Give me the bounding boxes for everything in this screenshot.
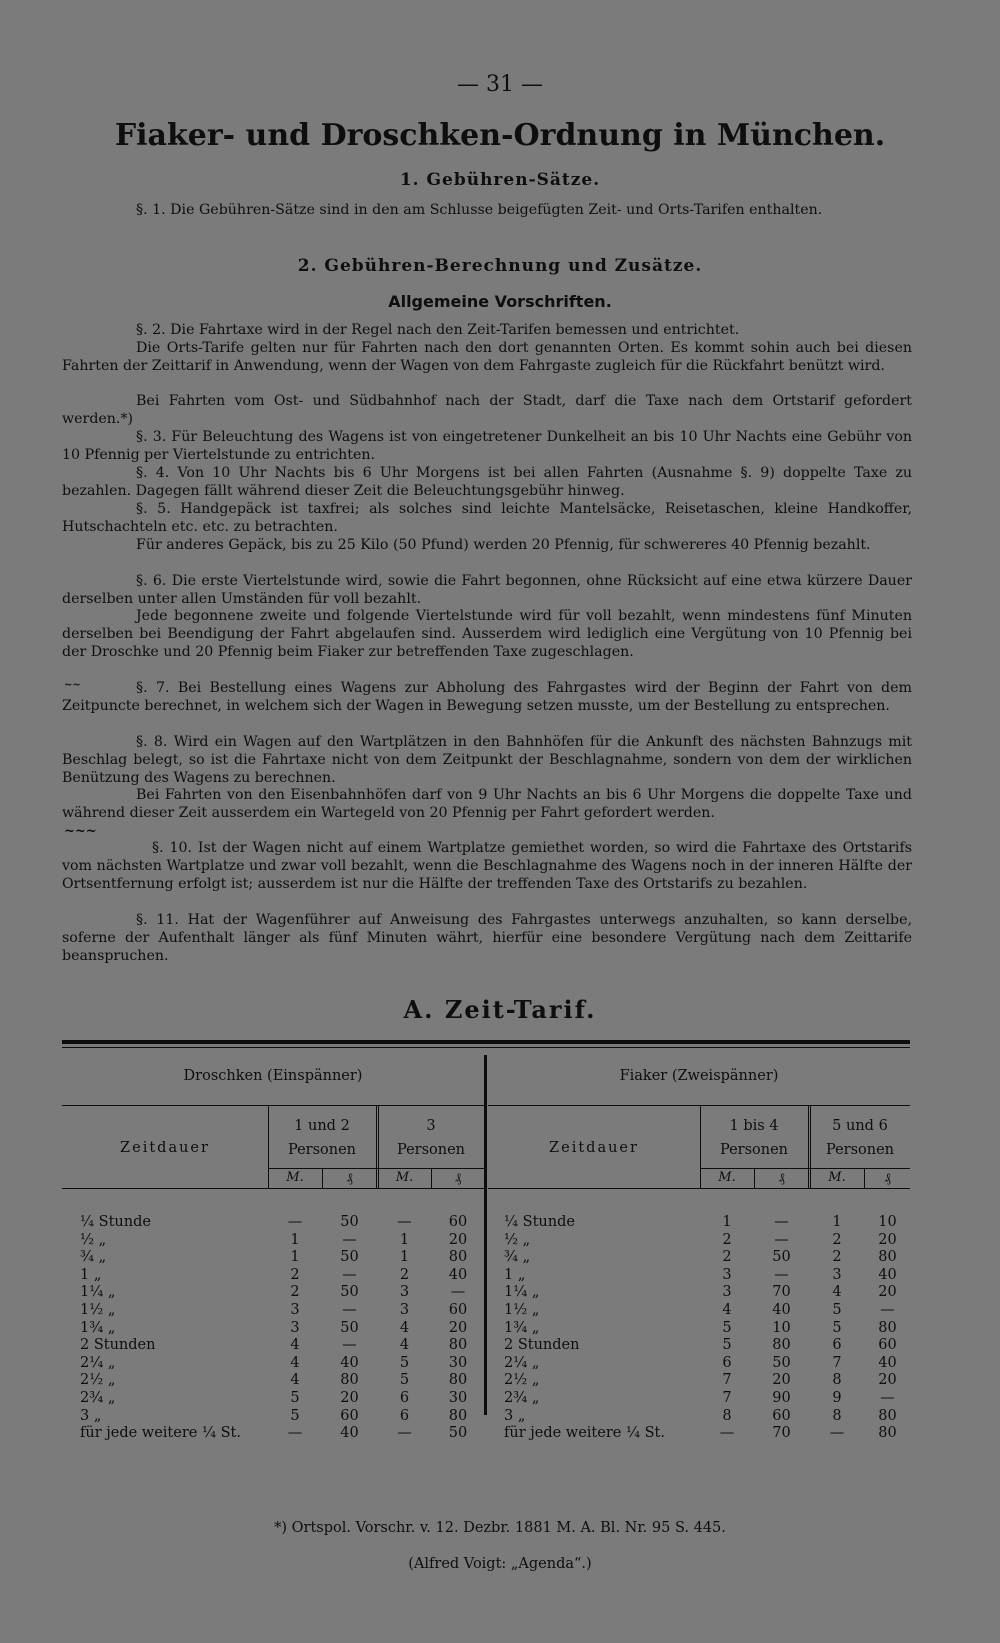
price-cell: 5 — [290, 1390, 300, 1406]
price-cell: 7 — [832, 1354, 842, 1371]
duration-cell: 1¾ „ — [80, 1319, 116, 1336]
col-header-5und6: 5 und 6 — [832, 1118, 888, 1134]
table-rule — [488, 1188, 910, 1189]
price-cell: 2 — [832, 1231, 842, 1248]
price-cell: 60 — [448, 1214, 468, 1230]
price-cell: 4 — [399, 1337, 410, 1354]
price-cell: 60 — [340, 1407, 359, 1424]
price-cell: 20 — [448, 1319, 468, 1336]
duration-cell: 1 „ — [504, 1266, 526, 1283]
price-cell: — — [342, 1231, 357, 1248]
price-cell: 50 — [340, 1284, 359, 1301]
price-cell: 30 — [448, 1354, 468, 1371]
price-cell: 5 — [722, 1337, 732, 1354]
duration-cell: ¼ Stunde — [80, 1214, 151, 1230]
zeitdauer-header-left: Zeitdauer — [120, 1140, 210, 1156]
price-cell: 8 — [722, 1407, 732, 1424]
price-cell: 8 — [832, 1407, 842, 1424]
col-header-1und2: 1 und 2 — [294, 1118, 350, 1134]
price-cell: 3 — [290, 1319, 300, 1336]
price-cell: — — [342, 1266, 357, 1283]
price-cell: 4 — [722, 1302, 732, 1318]
price-cell: 10 — [878, 1214, 897, 1230]
table-rule — [62, 1188, 484, 1189]
table-rule — [488, 1105, 910, 1106]
price-cell: — — [450, 1284, 466, 1301]
paragraph-7: §. 5. Handgepäck ist taxfrei; als solches sind leichte Mantelsäcke, Reisetaschen, kleine Handkoffer, Hutschachteln etc. etc. zu betrachten. — [62, 501, 912, 535]
paragraph-5: §. 3. Für Beleuchtung des Wagens ist von eingetretener Dunkelheit an bis 10 Uhr Nachts eine Gebühr von 10 Pfennig per Viertelstunde zu entrichten. — [62, 429, 912, 463]
duration-cell: 1¾ „ — [504, 1319, 540, 1336]
price-cell: 1 — [832, 1214, 842, 1230]
paragraph-10: Jede begonnene zweite und folgende Viertelstunde wird für voll bezahlt, wenn mindestens fünf Minuten derselben bei Beendigung der Fahrt abgelaufen sind. Ausserdem wird lediglich eine Vergütung von 10 Pfennig bei der Droschke und 20 Pfennig beim Fiaker zur betreffenden Taxe zugeschlagen. — [62, 608, 912, 660]
col-header-1bis4: 1 bis 4 — [729, 1118, 779, 1134]
price-cell: 40 — [878, 1266, 897, 1283]
table-rule — [700, 1168, 910, 1169]
duration-cell: 2 Stunden — [504, 1337, 580, 1354]
duration-cell: 1¼ „ — [80, 1284, 116, 1301]
price-cell: — — [880, 1390, 895, 1406]
price-cell: — — [342, 1302, 357, 1318]
paragraph-8: Für anderes Gepäck, bis zu 25 Kilo (50 Pfund) werden 20 Pfennig, für schwereres 40 Pfennig bezahlt. — [136, 537, 871, 553]
col-header-personen: Personen — [719, 1142, 789, 1158]
zeitdauer-header-right: Zeitdauer — [549, 1140, 639, 1156]
price-cell: 20 — [878, 1284, 897, 1301]
duration-cell: 2¾ „ — [80, 1390, 116, 1406]
margin-mark: ~~~ — [64, 824, 97, 839]
duration-cell: 2½ „ — [80, 1372, 116, 1389]
price-cell: 20 — [772, 1372, 791, 1389]
duration-cell: 3 „ — [80, 1407, 102, 1424]
price-cell: 6 — [832, 1337, 842, 1354]
price-cell: 80 — [340, 1372, 359, 1389]
price-cell: 3 — [290, 1302, 300, 1318]
paragraph-15: §. 11. Hat der Wagenführer auf Anweisung des Fahrgastes unterwegs anzuhalten, so kann derselbe, soferne der Aufenthalt länger als fünf Minuten währt, hierfür eine besondere Vergütung nach dem Zeittarife beanspruchen. — [62, 912, 912, 964]
right-group-header: Fiaker (Zweispänner) — [619, 1068, 779, 1084]
price-cell: 20 — [448, 1231, 468, 1248]
subsection-heading: Allgemeine Vorschriften. — [388, 292, 612, 311]
price-cell: 80 — [878, 1249, 897, 1266]
price-cell: 80 — [772, 1337, 791, 1354]
duration-cell: 2¼ „ — [80, 1354, 116, 1371]
paragraph-13: Bei Fahrten von den Eisenbahnhöfen darf von 9 Uhr Nachts an bis 6 Uhr Morgens die doppelte Taxe und während dieser Zeit ausserdem ein Wartegeld von 20 Pfennig per Fahrt gefordert werden. — [62, 787, 912, 821]
price-cell: — — [287, 1425, 303, 1442]
footnote: *) Ortspol. Vorschr. v. 12. Dezbr. 1881 M. A. Bl. Nr. 95 S. 445. — [274, 1520, 726, 1536]
duration-cell: ¼ Stunde — [504, 1214, 575, 1230]
price-cell: 50 — [772, 1354, 791, 1371]
col-header-personen: Personen — [825, 1142, 895, 1158]
price-cell: 70 — [772, 1284, 791, 1301]
price-cell: 80 — [448, 1337, 468, 1354]
table-divider — [808, 1105, 809, 1188]
price-cell: 60 — [878, 1337, 897, 1354]
price-cell: — — [774, 1214, 789, 1230]
table-center-divider — [486, 1055, 487, 1415]
unit-pf: ₰ — [346, 1171, 353, 1186]
paragraph-4: Bei Fahrten vom Ost- und Südbahnhof nach der Stadt, darf die Taxe nach dem Ortstarif gefordert werden.*) — [62, 393, 912, 427]
price-cell: 40 — [340, 1354, 359, 1371]
price-cell: 50 — [340, 1249, 359, 1266]
price-cell: 1 — [399, 1231, 410, 1248]
duration-cell: 3 „ — [504, 1407, 526, 1424]
section-heading-2: 2. Gebühren-Berechnung und Zusätze. — [297, 256, 703, 276]
duration-cell: 1¼ „ — [504, 1284, 540, 1301]
price-cell: 80 — [448, 1407, 468, 1424]
paragraph-11: §. 7. Bei Bestellung eines Wagens zur Abholung des Fahrgastes wird der Beginn der Fahrt von dem Zeitpuncte berechnet, in welchem sich der Wagen in Bewegung setzen musste, um der Bestellung zu entsprechen. — [62, 680, 912, 714]
duration-cell: 1½ „ — [80, 1302, 116, 1318]
price-cell: 30 — [448, 1390, 468, 1406]
price-cell: 60 — [448, 1302, 468, 1318]
price-cell: 3 — [832, 1266, 842, 1283]
price-cell: 2 — [290, 1284, 300, 1301]
price-cell: 3 — [399, 1284, 410, 1301]
price-cell: 5 — [399, 1372, 410, 1389]
table-rule — [268, 1168, 484, 1169]
price-cell: 50 — [448, 1425, 468, 1442]
unit-pf: ₰ — [778, 1171, 785, 1186]
duration-cell: für jede weitere ¼ St. — [504, 1425, 665, 1442]
price-cell: 40 — [878, 1354, 897, 1371]
price-cell: 50 — [340, 1319, 359, 1336]
duration-cell: 1 „ — [80, 1266, 102, 1283]
price-cell: 4 — [832, 1284, 842, 1301]
unit-pf: ₰ — [454, 1171, 462, 1186]
price-cell: 5 — [290, 1407, 300, 1424]
price-cell: — — [397, 1214, 412, 1230]
price-cell: — — [774, 1231, 789, 1248]
price-cell: — — [829, 1425, 845, 1442]
price-cell: 60 — [772, 1407, 791, 1424]
duration-cell: 2¾ „ — [504, 1390, 540, 1406]
price-cell: 2 — [722, 1249, 732, 1266]
section-heading-1: 1. Gebühren-Sätze. — [399, 170, 601, 190]
paragraph-1: §. 1. Die Gebühren-Sätze sind in den am Schlusse beigefügten Zeit- und Orts-Tarifen enthalten. — [136, 202, 823, 218]
price-cell: 1 — [399, 1249, 410, 1266]
price-cell: 90 — [772, 1390, 791, 1406]
price-cell: 9 — [832, 1390, 842, 1406]
price-cell: 7 — [722, 1372, 732, 1389]
price-cell: 50 — [340, 1214, 359, 1230]
price-cell: 5 — [399, 1354, 410, 1371]
left-group-header: Droschken (Einspänner) — [183, 1068, 363, 1084]
price-cell: — — [397, 1425, 412, 1442]
price-cell: 3 — [399, 1302, 410, 1318]
paragraph-3: Die Orts-Tarife gelten nur für Fahrten nach den dort genannten Orten. Es kommt sohin auch bei diesen Fahrten der Zeittarif in Anwendung, wenn der Wagen von dem Fahrgaste zugleich für die Rückfahrt benützt wird. — [62, 340, 912, 374]
price-cell: 20 — [878, 1372, 897, 1389]
price-cell: 2 — [722, 1231, 732, 1248]
price-cell: 3 — [722, 1284, 732, 1301]
duration-cell: ½ „ — [80, 1231, 107, 1248]
duration-cell: 2½ „ — [504, 1372, 540, 1389]
table-top-rule — [62, 1040, 910, 1044]
price-cell: 6 — [399, 1390, 410, 1406]
price-cell: 5 — [722, 1319, 732, 1336]
price-cell: 70 — [772, 1425, 791, 1442]
unit-mark: M. — [395, 1170, 414, 1185]
paragraph-2: §. 2. Die Fahrtaxe wird in der Regel nach den Zeit-Tarifen bemessen und entrichtet. — [136, 322, 740, 338]
price-cell: 4 — [290, 1354, 300, 1371]
price-cell: 2 — [832, 1249, 842, 1266]
table-top-rule-thin — [62, 1047, 910, 1048]
price-cell: 20 — [340, 1390, 359, 1406]
price-cell: 1 — [722, 1214, 732, 1230]
unit-mark: M. — [718, 1170, 736, 1185]
paragraph-14: §. 10. Ist der Wagen nicht auf einem Wartplatze gemiethet worden, so wird die Fahrtaxe des Ortstarifs vom nächsten Wartplatze und zwar voll bezahlt, wenn die Beschlagnahme des Wagens noch in der inneren Hälfte der Ortsentfernung erfolgt ist; ausserdem ist nur die Hälfte der treffenden Taxe des Ortstarifs zu bezahlen. — [62, 840, 912, 892]
price-cell: — — [342, 1337, 357, 1354]
price-cell: 1 — [290, 1231, 300, 1248]
duration-cell: für jede weitere ¼ St. — [80, 1425, 241, 1442]
price-cell: 2 — [290, 1266, 300, 1283]
price-cell: 4 — [399, 1319, 410, 1336]
col-header-personen: Personen — [287, 1142, 357, 1158]
paragraph-9: §. 6. Die erste Viertelstunde wird, sowie die Fahrt begonnen, ohne Rücksicht auf eine etwa kürzere Dauer derselben unter allen Umständen für voll bezahlt. — [62, 573, 912, 607]
price-cell: 1 — [290, 1249, 300, 1266]
tarif-title: A. Zeit-Tarif. — [403, 995, 597, 1024]
price-cell: 4 — [290, 1372, 300, 1389]
paragraph-12: §. 8. Wird ein Wagen auf den Wartplätzen in den Bahnhöfen für die Ankunft des nächsten Bahnzugs mit Beschlag belegt, so ist die Fahrtaxe nicht von dem Zeitpunkt der Beschlagnahme, sondern von dem der wirklichen Benützung des Wagens zu berechnen. — [62, 734, 912, 786]
duration-cell: 2¼ „ — [504, 1354, 540, 1371]
price-cell: 50 — [772, 1249, 791, 1266]
price-cell: — — [774, 1266, 789, 1283]
table-rule — [62, 1105, 484, 1106]
source-credit: (Alfred Voigt: „Agenda“.) — [408, 1556, 592, 1572]
duration-cell: 1½ „ — [504, 1302, 540, 1318]
price-cell: 5 — [832, 1319, 842, 1336]
price-cell: — — [719, 1425, 735, 1442]
price-cell: 8 — [832, 1372, 842, 1389]
price-cell: 80 — [878, 1425, 897, 1442]
price-cell: 7 — [722, 1390, 732, 1406]
price-cell: — — [880, 1302, 895, 1318]
price-cell: 40 — [448, 1266, 468, 1283]
table-divider — [376, 1105, 377, 1188]
unit-mark: M. — [286, 1170, 304, 1185]
price-cell: 5 — [832, 1302, 842, 1318]
col-header-3: 3 — [426, 1118, 436, 1134]
price-cell: 6 — [722, 1354, 732, 1371]
duration-cell: ½ „ — [504, 1231, 531, 1248]
page-title: Fiaker- und Droschken-Ordnung in München. — [114, 118, 886, 153]
unit-mark: M. — [828, 1170, 846, 1185]
price-cell: — — [287, 1214, 303, 1230]
unit-pf: ₰ — [884, 1171, 891, 1186]
price-cell: 6 — [399, 1407, 410, 1424]
paragraph-6: §. 4. Von 10 Uhr Nachts bis 6 Uhr Morgens ist bei allen Fahrten (Ausnahme §. 9) doppelte Taxe zu bezahlen. Dagegen fällt während dieser Zeit die Beleuchtungsgebühr hinweg. — [62, 465, 912, 499]
price-cell: 80 — [878, 1319, 897, 1336]
duration-cell: 2 Stunden — [80, 1337, 156, 1354]
col-header-personen: Personen — [396, 1142, 466, 1158]
price-cell: 80 — [448, 1372, 468, 1389]
price-cell: 4 — [290, 1337, 300, 1354]
price-cell: 2 — [399, 1266, 410, 1283]
price-cell: 10 — [772, 1319, 791, 1336]
price-cell: 80 — [448, 1249, 468, 1266]
page-number: — 31 — — [457, 72, 543, 97]
price-cell: 40 — [340, 1425, 359, 1442]
duration-cell: ¾ „ — [80, 1249, 107, 1266]
margin-mark: ~~ — [64, 680, 81, 691]
price-cell: 20 — [878, 1231, 897, 1248]
duration-cell: ¾ „ — [504, 1249, 531, 1266]
price-cell: 80 — [878, 1407, 897, 1424]
price-cell: 40 — [772, 1302, 791, 1318]
price-cell: 3 — [722, 1266, 732, 1283]
